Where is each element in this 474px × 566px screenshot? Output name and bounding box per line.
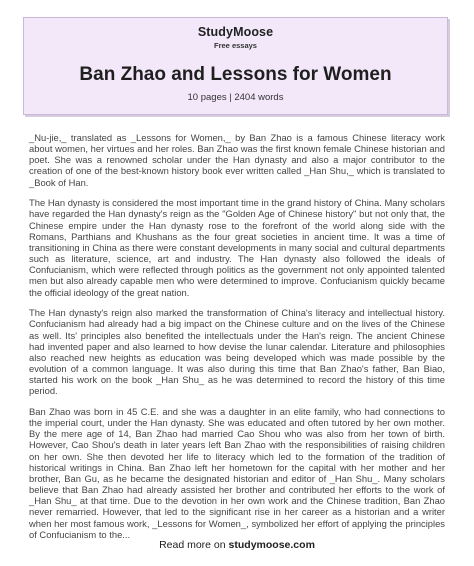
brand-name[interactable]: StudyMoose: [197, 25, 274, 39]
essay-body: [29, 132, 445, 549]
essay-paragraph: The Han dynasty's reign also marked the transformation of China's literacy and intellectual history. Confucianism had already had a big impact on the Chinese culture and on the lives of the Chinese as well. Its' principles also benefited the intellectuals under the Han's reign. The ancient Chinese had invented paper and also learned to how devise the lunar calendar. Literature and philosophies also reached new heights as education was being developed which was made possible by the evolution of a common language. It was also during this time that Ban Zhao's father, Ban Biao, started his work on the book _Han Shu_ as he was determined to record the history of this time period.: [29, 307, 445, 397]
essay-paragraph: The Han dynasty is considered the most important time in the grand history of China. Many scholars have regarded the Han dynasty's reign as the "Golden Age of Chinese history" but not only that, the Chinese empire under the Han dynasty rose to the forefront of the world along side with the Romans, Parthians and Khushans as the four great societies in ancient time. It was a time of transitioning in China as there were constant developments in many social and cultural departments such as literature, science, art and industry. The Han dynasty also followed the ideals of Confucianism, which were reflected through politics as the government not only appointed talented men but also already capable men who were determined to improve. Confucianism quickly became the official ideology of the great nation.: [29, 197, 445, 298]
essay-header-card: [23, 17, 448, 115]
essay-paragraph: Ban Zhao was born in 45 C.E. and she was a daughter in an elite family, who had connections to the imperial court, under the Han dynasty. She was educated and often tutored by her own mother. By the mere age of 14, Ban Zhao had married Cao Shou who was also from her town of birth. However, Cao Shou's death in later years left Ban Zhao with the responsibilities of raising children on her own. She then devoted her life to literacy which led to the formation of the tradition of historical writings in China. Ban Zhao left her hometown for the capital with her mother and her brother, Ban Gu, as he became the designated historian and editor of _Han Shu_. Many scholars believe that Ban Zhao had already assisted her brother and contributed her efforts to the work of _Han Shu_ at that time. Due to the devotion in her own work and the Chinese tradition, Ban Zhao never remarried. However, that led to the significant rise in her career as a historian and a writer when her most famous work, _Lessons for Women_, symbolized her effort of applying the principles of Confucianism to the...: [29, 405, 445, 540]
essay-meta: 10 pages | 2404 words: [187, 92, 284, 103]
essay-paragraph: _Nu-jie,_ translated as _Lessons for Women,_ by Ban Zhao is a famous Chinese literacy work about women, her virtues and her roles. Ban Zhao was the first known female Chinese historian and poet. She was a renowned scholar under the Han dynasty and also a major contributor to the creation of one of the best-known history book ever written called _Han Shu,_ which is translated to _Book of Han.: [29, 132, 445, 188]
footer-link[interactable]: studymoose.com: [228, 539, 315, 551]
footer-prefix: Read more on: [159, 539, 229, 551]
footer: [0, 539, 474, 551]
brand-tagline: Free essays: [214, 41, 257, 50]
essay-title: Ban Zhao and Lessons for Women: [79, 64, 392, 85]
